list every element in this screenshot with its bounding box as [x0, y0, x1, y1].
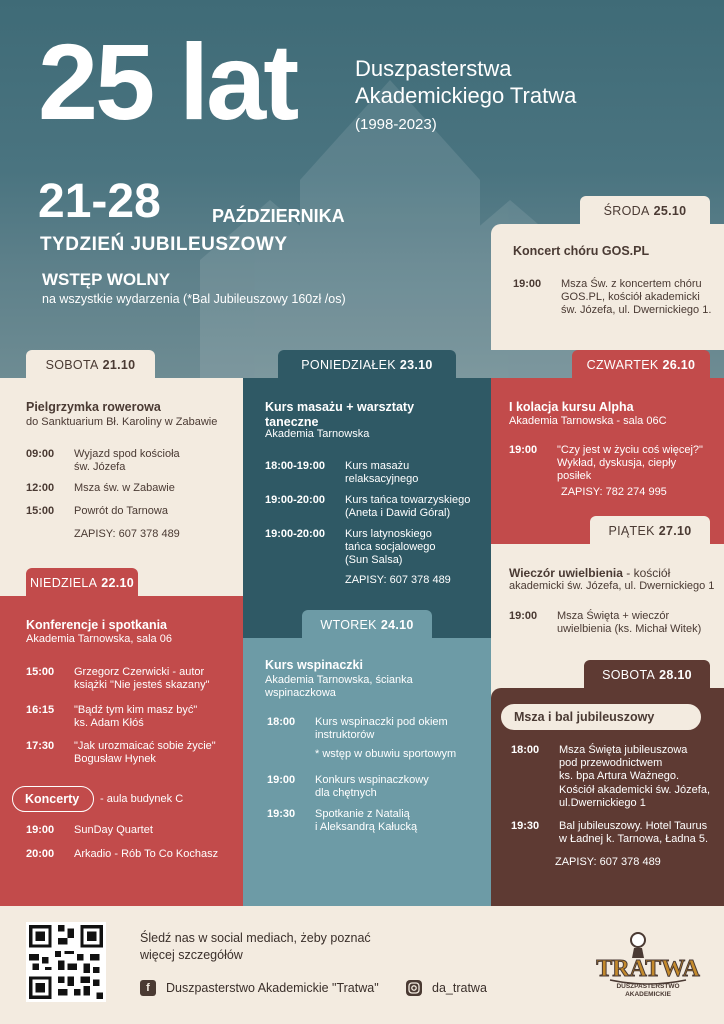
event-location: akademicki św. Józefa, ul. Dwernickiego 1	[509, 580, 715, 592]
instagram-icon	[406, 980, 422, 996]
day-panel-sat28	[491, 688, 724, 906]
schedule-row: 19:30 Bal jubileuszowy. Hotel Taurus w Ładnej k. Tarnowa, Ładna 5.	[511, 820, 709, 846]
event-title: Pielgrzymka rowerowa	[26, 400, 161, 414]
logo-caption: DUSZPASTERSTWO AKADEMICKIE	[616, 983, 680, 998]
schedule-row: * wstęp w obuwiu sportowym	[315, 748, 457, 760]
signup-phone: ZAPISY: 607 378 489	[555, 856, 661, 868]
concerts-location: - aula budynek C	[100, 793, 184, 805]
day-panel-mon23	[243, 378, 491, 638]
event-location: do Sanktuarium Bł. Karoliny w Zabawie	[26, 416, 218, 428]
schedule-row: 19:00 Msza Św. z koncertem chóru GOS.PL, kościół akademicki św. Józefa, ul. Dwernickiego 1.	[513, 278, 712, 317]
schedule-row: 19:00-20:00 Kurs tańca towarzyskiego (Aneta i Dawid Góral)	[265, 494, 471, 520]
tab-wed25: ŚRODA 25.10	[580, 196, 710, 226]
subtitle-line-2: Akademickiego Tratwa	[355, 83, 577, 108]
event-dates: 21-28	[38, 175, 161, 228]
schedule-row: 18:00 Msza Święta jubileuszowa pod przewodnictwem ks. bpa Artura Ważnego. Kościół akademicki św. Józefa, ul.Dwernickiego 1	[511, 744, 711, 809]
event-location: Akademia Tarnowska, ścianka wspinaczkowa	[265, 674, 413, 700]
schedule-row: 15:00 Powrót do Tarnowa	[26, 505, 168, 517]
signup-phone: ZAPISY: 607 378 489	[74, 528, 180, 540]
event-month: PAŹDZIERNIKA	[212, 206, 345, 226]
event-title: Konferencje i spotkania	[26, 618, 168, 632]
tab-thu26: CZWARTEK 26.10	[572, 350, 710, 380]
jubilee-week-title: TYDZIEŃ JUBILEUSZOWY	[40, 234, 288, 255]
day-panel-sun22	[0, 596, 243, 906]
schedule-row: 19:00 "Czy jest w życiu coś więcej?" Wykład, dyskusja, ciepły posiłek	[509, 444, 703, 483]
concerts-pill: Koncerty	[12, 786, 94, 812]
schedule-row: 19:00 Konkurs wspinaczkowy dla chętnych	[267, 774, 429, 800]
free-entry-note: na wszystkie wydarzenia (*Bal Jubileuszowy 160zł /os)	[42, 292, 346, 306]
schedule-row: 09:00 Wyjazd spod kościoła św. Józefa	[26, 448, 180, 474]
follow-text: Śledź nas w social mediach, żeby poznać więcej szczegółów	[140, 931, 371, 962]
schedule-row: 19:00 Msza Święta + wieczór uwielbienia (ks. Michał Witek)	[509, 610, 702, 636]
event-title: I kolacja kursu Alpha	[509, 400, 634, 414]
tab-sat21: SOBOTA 21.10	[26, 350, 155, 380]
day-panel-tue24	[243, 638, 491, 906]
event-title: Koncert chóru GOS.PL	[513, 244, 650, 258]
qr-code[interactable]	[26, 922, 106, 1002]
instagram-link[interactable]: da_tratwa	[406, 980, 487, 996]
schedule-row: 19:00 SunDay Quartet	[26, 824, 153, 836]
day-panel-wed25	[491, 224, 724, 350]
tab-sat28: SOBOTA 28.10	[584, 660, 710, 690]
tab-fri27: PIĄTEK 27.10	[590, 516, 710, 546]
signup-phone: ZAPISY: 782 274 995	[561, 486, 667, 498]
event-location: Akademia Tarnowska, sala 06	[26, 633, 172, 645]
event-title: Wieczór uwielbienia - kościół	[509, 566, 671, 580]
schedule-row: 12:00 Msza św. w Zabawie	[26, 482, 175, 494]
facebook-icon: f	[140, 980, 156, 996]
tab-tue24: WTOREK 24.10	[302, 610, 432, 640]
schedule-row: 17:30 "Jak urozmaicać sobie życie" Bogusław Hynek	[26, 740, 216, 766]
signup-phone: ZAPISY: 607 378 489	[345, 574, 451, 586]
schedule-row: 15:00 Grzegorz Czerwicki - autor książki "Nie jesteś skazany"	[26, 666, 210, 692]
free-entry-title: WSTĘP WOLNY	[42, 270, 171, 289]
schedule-row: 18:00 Kurs wspinaczki pod okiem instruktorów	[267, 716, 448, 742]
event-title: Kurs wspinaczki	[265, 658, 363, 672]
schedule-row: 18:00-19:00 Kurs masażu relaksacyjnego	[265, 460, 419, 486]
tab-sun22: NIEDZIELA 22.10	[26, 568, 138, 598]
schedule-row: 19:30 Spotkanie z Natalią i Aleksandrą Kałucką	[267, 808, 418, 834]
schedule-row: 20:00 Arkadio - Rób To Co Kochasz	[26, 848, 219, 860]
subtitle-line-1: Duszpasterstwa	[355, 56, 512, 81]
anniversary-title: 25 lat	[38, 21, 297, 142]
years-range: (1998-2023)	[355, 116, 437, 133]
schedule-row: 16:15 "Bądź tym kim masz być" ks. Adam Kłóś	[26, 704, 198, 730]
day-panel-sat21	[0, 378, 243, 573]
tab-mon23: PONIEDZIAŁEK 23.10	[278, 350, 456, 380]
logo-word: TRATWA	[596, 956, 700, 982]
schedule-row: 19:00-20:00 Kurs latynoskiego tańca socjalowego (Sun Salsa)	[265, 528, 436, 567]
facebook-link[interactable]: f Duszpasterstwo Akademickie "Tratwa"	[140, 980, 379, 996]
event-title: Kurs masażu + warsztaty taneczne	[265, 400, 415, 429]
event-location: Akademia Tarnowska	[265, 428, 370, 440]
event-title-pill: Msza i bal jubileuszowy	[501, 704, 701, 730]
event-location: Akademia Tarnowska - sala 06C	[509, 415, 667, 427]
